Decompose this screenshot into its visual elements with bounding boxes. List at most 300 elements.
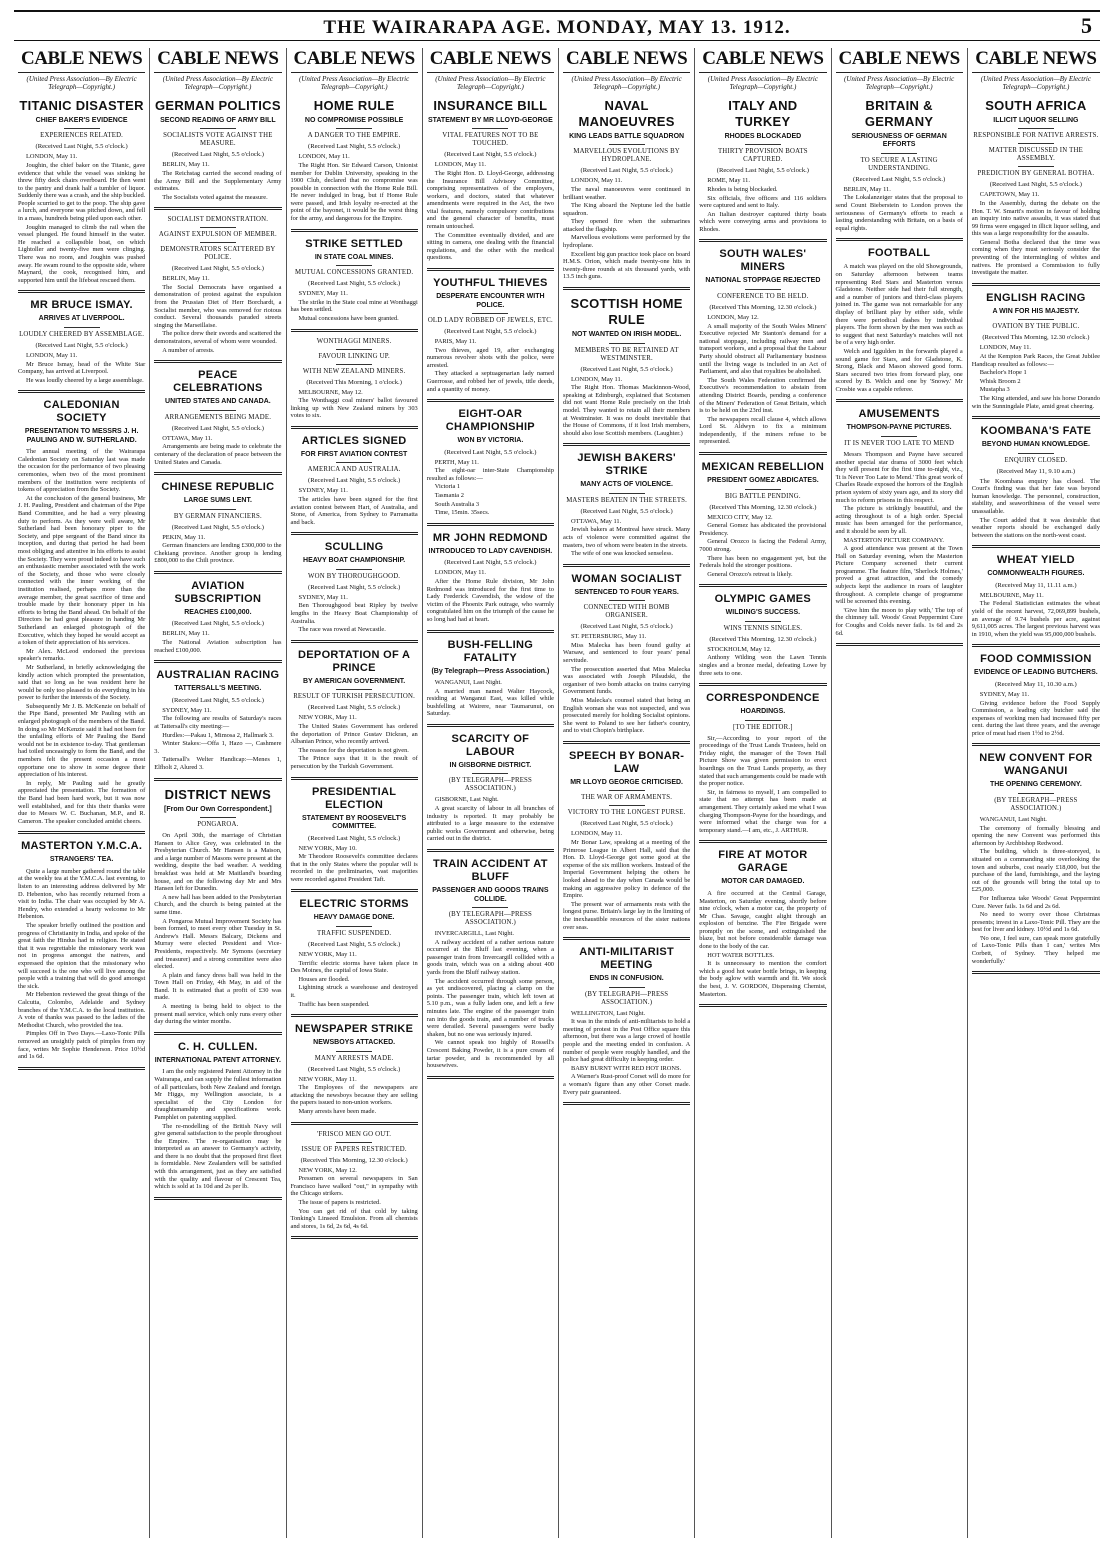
article-body <box>291 153 418 222</box>
article-body <box>836 186 963 233</box>
received-line: (Received Last Night, 5.5 o'clock.) <box>308 143 401 151</box>
article-headline: FIRE AT MOTOR GARAGE <box>718 849 808 875</box>
article-body <box>699 735 826 835</box>
article-headline: HOME RULE <box>313 97 395 113</box>
article <box>427 858 554 1070</box>
article-end-rule <box>972 644 1100 647</box>
article-headline: ARTICLES SIGNED <box>301 434 407 447</box>
subhead-divider <box>200 509 236 510</box>
article-subhead: PRESENTATION TO MESSRS J. H. PAULING AND W. SUTHERLAND. <box>24 428 139 444</box>
article-body <box>427 930 554 1070</box>
article-subhead: BY GERMAN FINANCIERS. <box>173 512 262 520</box>
article-body <box>836 451 963 637</box>
paragraph: Rhodes is being blockaded. <box>707 185 778 193</box>
article <box>154 481 281 565</box>
article-headline: MEXICAN REBELLION <box>701 461 825 474</box>
article-subhead: IT IS NEVER TOO LATE TO MEND <box>844 439 955 447</box>
received-line: (Received Last Night, 5.5 o'clock.) <box>580 507 673 515</box>
article-body <box>427 161 554 262</box>
paragraph: German financiers are lending £300,000 to the Chekiang province. Another group is lending £800,000 to the Chili province. <box>154 542 282 565</box>
article-end-rule <box>154 778 281 781</box>
article <box>154 787 281 1026</box>
article <box>291 435 418 526</box>
article-body <box>972 691 1100 738</box>
article-end-rule <box>154 1032 281 1035</box>
article <box>154 216 281 354</box>
article-body <box>291 714 418 770</box>
subhead-divider <box>64 327 100 328</box>
paragraph: Joughin, the chief baker on the Titanic, gave evidence that while the vessel was sinking he threw fifty deck chairs overboard. He then went to the pantry and drank half a tumbler of liquor. Suddenly there was a crash, and the ship buckled. People scurried to get to the poop. The ship gave a lurch, and everyone was pitched down, and fell in a mass, hundreds being piled upon each other. <box>18 161 146 223</box>
paragraph: South Australia 3 <box>434 500 480 508</box>
article-subhead: VITAL FEATURES NOT TO BE TOUCHED. <box>442 132 539 148</box>
dateline: LONDON, May 11. <box>571 830 623 838</box>
article-end-rule <box>836 643 963 646</box>
subhead-divider <box>336 1051 372 1052</box>
paragraph: He was loudly cheered by a large assemblage. <box>26 376 144 384</box>
press-credit: (United Press Association—By Electric Telegraph—Copyright.) <box>26 75 137 92</box>
paragraph: Mustapha 3 <box>979 386 1010 394</box>
newspaper-columns <box>14 48 1104 1538</box>
article <box>154 669 281 771</box>
press-credit: (United Press Association—By Electric Telegraph—Copyright.) <box>571 75 682 92</box>
article-headline: FOOD COMMISSION <box>980 653 1092 666</box>
paragraph: The newspapers recall clause 4, which allows Lord St. Aldwyn to fix a minimum independently, if the miners refuse to be represented. <box>699 415 827 446</box>
article-headline: SPEECH BY BONAR-LAW <box>569 749 685 775</box>
article-body <box>836 263 963 393</box>
article-subhead: WON BY VICTORIA. <box>457 437 524 445</box>
paragraph: General Orozco's retreat is likely. <box>707 570 793 578</box>
subhead-divider <box>200 128 236 129</box>
article-end-rule <box>563 443 690 446</box>
subhead-divider <box>745 289 781 290</box>
article <box>291 238 418 323</box>
subhead-divider <box>745 621 781 622</box>
dateline: BERLIN, May 11. <box>162 161 210 169</box>
paragraph: The picture is strikingly beautiful, and the acting throughout is of a high order. Special music has been arranged for the performance, and it should be seen by all. <box>835 505 963 535</box>
press-credit: (United Press Association—By Electric Telegraph—Copyright.) <box>707 75 818 92</box>
article-subhead: VICTORY TO THE LONGEST PURSE. <box>567 809 686 817</box>
article <box>563 946 690 1096</box>
article-subhead: (BY TELEGRAPH—PRESS ASSOCIATION.) <box>448 911 533 927</box>
paragraph: MASTERTON PICTURE COMPANY. <box>843 536 945 544</box>
article-end-rule <box>972 971 1100 974</box>
subhead-divider <box>881 153 917 154</box>
article-subhead: WONTHAGGI MINERS. <box>316 337 392 345</box>
paragraph: Sir,—According to your report of the proceedings of the Trust Lands Trustees, held on Friday night, the manager of the Town Hall Picture Show was given permission to erect hoardings on the Trust Lands property, as they stated that such arrangements could be made with the proper notice. <box>699 734 827 788</box>
paragraph: 'No one, I feel sure, can speak more gratefully of Laxo-Tonic Pills than I can,' writes Mrs Corbett, of Sydney. 'They helped me wonderfully.' <box>971 934 1100 965</box>
article-end-rule <box>972 545 1100 548</box>
paragraph: A small majority of the South Wales Miners' Executive rejected Mr Stanton's demand for a national stoppage, including railway men and transport workers, and a proposal that the Labour Party should obstruct all Parliamentary business until the living wage is included in an Act of Parliament, and also that royalties be abolished. <box>699 322 827 376</box>
article-body <box>563 177 690 281</box>
paragraph: Whisk Broom 2 <box>979 377 1021 385</box>
paragraph: The Lokalanzeiger states that the proposal to send Count Bieberstein to London proves the seriousness of Germany's efforts to reach a lasting understanding with Britain, on a basis of equal rights. <box>835 194 963 232</box>
paragraph: Quite a large number gathered round the table at the weekly tea at the Y.M.C.A. last evening, to listen to an interesting address delivered by Mr D. Hebenton, who has recently returned from a visit to India. The chair was occupied by Mr A. Hendry, who extended a hearty welcome to Mr Hebenton. <box>18 867 146 921</box>
subhead-divider <box>336 128 372 129</box>
article <box>972 554 1100 638</box>
paragraph: The naval manoeuvres were continued in brilliant weather. <box>563 185 691 201</box>
received-line: (Received Last Night, 5.5 o'clock.) <box>580 365 673 373</box>
article-body <box>427 679 554 718</box>
subhead-divider <box>200 817 236 818</box>
article-subhead: COMMONWEALTH FIGURES. <box>987 570 1085 578</box>
dateline: LONDON, May 11. <box>571 375 623 383</box>
article-end-rule <box>836 238 963 241</box>
article-headline: INSURANCE BILL <box>433 97 548 113</box>
article-subhead: INTERNATIONAL PATENT ATTORNEY. <box>154 1056 281 1064</box>
article-headline: MR JOHN REDMOND <box>432 531 548 544</box>
received-line: (Received Last Night, 5.5 o'clock.) <box>35 143 128 151</box>
article-subhead: SECOND READING OF ARMY BILL <box>160 116 276 124</box>
received-line: (Received This Morning, 12.30 o'clock.) <box>709 503 817 511</box>
article-headline: SCARCITY OF LABOUR <box>451 732 530 758</box>
article-end-rule <box>291 777 418 780</box>
received-line: (Received Last Night, 5.5 o'clock.) <box>308 704 401 712</box>
dateline: SYDNEY, May 11. <box>298 487 348 495</box>
article <box>836 247 963 393</box>
paragraph: The Reichstag carried the second reading of the Army Bill and the Supplementary Army estimates. <box>154 169 282 193</box>
column <box>832 48 968 1538</box>
paragraph: No need to worry over those Christmas presents; invest in a Laxo-Tonic Pill. They are the best for liver and kidney. 10½d and 1s 6d. <box>971 911 1100 934</box>
column <box>968 48 1104 1538</box>
paragraph: They opened fire when the submarines attacked the flagship. <box>563 218 691 233</box>
article-subhead: NATIONAL STOPPAGE REJECTED <box>705 277 821 285</box>
newspaper-title: THE WAIRARAPA AGE. MONDAY, MAY 13. 1912. <box>323 17 791 38</box>
received-line: (Received Last Night, 5.5 o'clock.) <box>308 477 401 485</box>
article <box>972 752 1100 965</box>
subhead-divider <box>64 128 100 129</box>
article-body <box>291 389 418 420</box>
dateline: NEW YORK, May 12. <box>298 1166 357 1174</box>
article-subhead: BIG BATTLE PENDING. <box>725 492 801 500</box>
article <box>18 98 145 285</box>
subhead-divider <box>609 600 645 601</box>
article-end-rule <box>427 523 554 526</box>
paragraph: It was in the minds of anti-militarists to hold a meeting of protest in the Post Office square this afternoon, but there was a large crowd of hostile people and the meeting ended in confusion. A number of people were roughly handled, and the police had great difficulty in keeping order. <box>563 1018 691 1064</box>
article-subhead: HEAVY DAMAGE DONE. <box>313 914 395 922</box>
article <box>427 408 554 517</box>
paragraph: Bachelor's Hope 1 <box>979 369 1027 377</box>
paragraph: Joughin managed to climb the rail when the vessel plunged. He found himself in the water. He reached a collapsible boat, on which Lightoller and twenty-five men were clinging. There was no room, and Joughin was pushed away. He swam round to the opposite side, where Maynard, the cook, recognised him, and supported him until the lifeboat rescued them. <box>18 223 146 284</box>
paragraph: The race was rowed at Newcastle. <box>298 626 386 634</box>
paragraph: Sir, in fairness to myself, I am compelled to state that no attempt has been made at arrangement. They certainly asked me what I was charging Thompson-Payne for the hoardings, and were informed what the charge was for a temporary stand.—I am, etc., J. ARTHUR. <box>699 788 827 834</box>
article-subhead: MARVELLOUS EVOLUTIONS BY HYDROPLANE. <box>573 148 680 164</box>
article <box>699 849 826 998</box>
article-subhead: BEYOND HUMAN KNOWLEDGE. <box>981 441 1090 449</box>
article-body <box>699 177 826 233</box>
paragraph: A match was played on the old Showgrounds, on Saturday afternoon between teams representing Red Stars and Masterton versus Gladstone. Neither side had their full strength, and a number of juniors and third-class players joined in. The game was not remarkable for any display of brilliant play by either side, while there were periodical dashes by individual players. The form shown by the men was such as to suggest that next Saturday's matches will not be of a very high order. <box>835 263 963 347</box>
article-body <box>972 816 1100 965</box>
article <box>18 299 145 384</box>
paragraph: The Committee eventually divided, and are sitting in camera, one dealing with the financial regulations, and the other with the medical questions. <box>426 231 554 262</box>
article-end-rule <box>291 1236 418 1239</box>
article-headline: SCOTTISH HOME RULE <box>570 296 683 328</box>
article-headline: WOMAN SOCIALIST <box>571 572 682 585</box>
received-line: (Received Last Night, 5.5 o'clock.) <box>308 940 401 948</box>
article-subhead: STATEMENT BY ROOSEVELT'S COMMITTEE. <box>302 814 407 830</box>
article-body <box>563 376 690 438</box>
article-subhead: PONGAROA. <box>197 821 239 828</box>
dateline: NEW YORK, May 11. <box>298 950 357 958</box>
article-headline: PEACE CELEBRATIONS <box>173 369 263 395</box>
dateline: PEKIN, May 11. <box>162 533 206 541</box>
article-subhead: TO SECURE A LASTING UNDERSTANDING. <box>860 156 938 172</box>
article <box>291 98 418 223</box>
paragraph: The Right Hon. Sir Edward Carson, Unionist member for Dublin University, speaking in the 1900 Club, declared that no compromise was possible in connection with the Home Rule Bill. He never indulged in brag, but if Home Rule were passed, and Irish loyalty re-erected at the point of the bayonet, it would be the worst thing for the army, and dangerous for the Empire. <box>290 161 418 223</box>
paragraph: The King attended, and saw his horse Dorando win the Sunningdale Plate, amid great cheering. <box>971 394 1100 410</box>
paragraph: The South Wales Federation confirmed the Executive's recommendation to abstain from attending District Boards, pending a conference of the Miners' Federation of Great Britain, which is to be held on the 23rd inst. <box>699 376 827 415</box>
paragraph: For Influenza take Woods' Great Peppermint Cure. Never fails. 1s 6d and 2s 6d. <box>971 894 1100 910</box>
dateline: MEXICO CITY, May 12. <box>707 513 773 521</box>
received-line: (Received This Morning, 12.30 o'clock.) <box>982 334 1090 342</box>
article-headline: STRIKE SETTLED <box>305 237 403 250</box>
dateline: SYDNEY, May 11. <box>979 690 1030 698</box>
paragraph: The Federal Statistician estimates the wheat yield of the recent harvest, 72,069,899 bushels, an average of 9.74 bushels per acre, against 9,611,005 acres. The largest previous harvest was in 1910, when the yield was 95,000,000 bushels. <box>971 600 1100 638</box>
article-end-rule <box>972 743 1100 746</box>
article-subhead: MATTER DISCUSSED IN THE ASSEMBLY. <box>988 147 1083 163</box>
dateline: WANGANUI, Last Night. <box>979 815 1047 823</box>
article-subhead: PREDICTION BY GENERAL BOTHA. <box>977 170 1095 178</box>
paragraph: The Social Democrats have organised a demonstration of protest against the expulsion from the Prussian Diet of Herr Borchardt, a Socialist member, who was removed for riotous conduct. Several thousands paraded streets singing the Marseillaise. <box>154 283 282 329</box>
article-subhead: CONFERENCE TO BE HELD. <box>717 292 809 300</box>
paragraph: The Right Hon. Thomas Mackinnon-Wood, speaking at Edinburgh, explained that Scotsmen did not want Home Rule precisely on the Irish model. They wanted to retain all their members at Westminster. It was no doubt inevitable that the House of Commons, if it lost Irish members, should also lose Scottish members. (Laughter.) <box>563 384 691 437</box>
article-subhead: (BY TELEGRAPH—PRESS ASSOCIATION.) <box>448 777 533 793</box>
column-head: CABLE NEWS <box>18 48 145 73</box>
subhead-divider <box>336 689 372 690</box>
article-subhead: OLD LADY ROBBED OF JEWELS, ETC. <box>427 317 553 325</box>
article <box>18 840 145 1060</box>
article-end-rule <box>18 290 145 293</box>
subhead-divider <box>336 349 372 350</box>
article-end-rule <box>18 831 145 834</box>
article-subhead: UNITED STATES AND CANADA. <box>165 398 271 406</box>
received-line: (Received Last Night, 5.5 o'clock.) <box>853 175 946 183</box>
article-subhead: MANY ARRESTS MADE. <box>314 1054 394 1062</box>
article-headline: YOUTHFUL THIEVES <box>433 277 548 290</box>
subhead-divider <box>609 805 645 806</box>
article-subhead: STATEMENT BY MR LLOYD-GEORGE <box>427 116 553 124</box>
received-line: (Received This Morning, 12.30 o'clock.) <box>709 303 817 311</box>
article <box>699 98 826 234</box>
article-subhead: [From Our Own Correspondent.] <box>164 805 272 813</box>
article-subhead: RESPONSIBLE FOR NATIVE ARRESTS. <box>973 132 1099 140</box>
page-number: 5 <box>1081 13 1092 38</box>
paragraph: Mr Alex. McLeod endorsed the previous speaker's remarks. <box>18 647 146 663</box>
article-end-rule <box>699 452 826 455</box>
paragraph: Marvellous evolutions were performed by the hydroplane. <box>563 234 691 250</box>
article-subhead: THOMPSON-PAYNE PICTURES. <box>846 424 952 432</box>
article-headline: NEWSPAPER STRIKE <box>294 1023 414 1036</box>
press-credit: (United Press Association—By Electric Telegraph—Copyright.) <box>299 75 410 92</box>
article-end-rule <box>972 283 1100 286</box>
received-line: (Received Last Night, 5.5 o'clock.) <box>580 820 673 828</box>
paragraph: On April 30th, the marriage of Christian Hansen to Alice Grey, was celebrated in the Presbyterian Church. Mr Hansen is a Maison, and a large number of Masons were present at the wedding, despite the bad weather. A wedding breakfast was held at Mr Maitland's boarding house, and on the following day Mr and Mrs Hansen left for Dunedin. <box>154 832 282 893</box>
article-end-rule <box>427 1076 554 1079</box>
article-body <box>154 1068 281 1191</box>
article-end-rule <box>291 640 418 643</box>
article-end-rule <box>699 584 826 587</box>
article <box>972 425 1100 539</box>
subhead-divider <box>1018 166 1054 167</box>
paragraph: Mr Hebenton reviewed the great things of the Calcutta, Colombo, Adelaide and Sydney branches of the Y.M.C.A. to the local institution. A vote of thanks was passed to the ladies of the Methodist Church, who provided the tea. <box>18 991 146 1029</box>
dateline: LONDON, May 11. <box>434 161 486 169</box>
article <box>154 580 281 654</box>
paragraph: Hurdles:—Pakau 1, Mimosa 2, Hallmark 3. <box>162 731 274 739</box>
dateline: PERTH, May 11. <box>434 458 479 466</box>
article-body <box>291 290 418 322</box>
subhead-divider <box>336 569 372 570</box>
dateline: LONDON, May 11. <box>571 177 623 185</box>
dateline: BERLIN, May 11. <box>843 185 891 193</box>
subhead-divider <box>472 907 508 908</box>
article-headline: TRAIN ACCIDENT AT BLUFF <box>433 858 548 884</box>
article-headline: NEW CONVENT FOR WANGANUI <box>979 752 1093 778</box>
article-subhead: ENDS IN CONFUSION. <box>589 975 664 983</box>
article-headline: EIGHT-OAR CHAMPIONSHIP <box>445 408 535 434</box>
paragraph: The ceremony of formally blessing and opening the new Convent was performed this afternoon by Archbishop Redwood. <box>971 824 1100 847</box>
paragraph: In reply, Mr Pauling said he greatly appreciated the presentation. The formation of the Band had been hard work, but it was now well established, and for this their thanks were due to Messrs W. C. Buchanan, M.P., and R. Cameron. The speaker concluded amidst cheers. <box>18 779 146 825</box>
article-end-rule <box>291 329 418 332</box>
paragraph: Mr Bruce Ismay, head of the White Star Company, has arrived at Liverpool. <box>18 360 146 376</box>
article <box>291 649 418 771</box>
paragraph: Tattersall's Welter Handicap:—Menes 1, Elfholt 2, Alured 3. <box>154 756 282 771</box>
article-subhead: IN GISBORNE DISTRICT. <box>449 761 532 769</box>
subhead-divider <box>200 227 236 228</box>
paragraph: Arrangements are being made to celebrate the centenary of the declaration of peace between the United States and Canada. <box>154 443 282 466</box>
column <box>150 48 286 1538</box>
article-headline: DISTRICT NEWS <box>164 786 272 802</box>
article-end-rule <box>563 564 690 567</box>
dateline: LONDON, May 11. <box>434 569 486 577</box>
article-headline: MR BRUCE ISMAY. <box>30 299 133 312</box>
article-end-rule <box>699 840 826 843</box>
paragraph: The United States Government has ordered the deportation of Prince Gustav Dickran, an Albanian Prince, who recently arrived. <box>290 722 418 746</box>
article-headline: KOOMBANA'S FATE <box>980 425 1092 438</box>
article-body <box>291 1076 418 1116</box>
paragraph: They attacked a septuagenarian lady named Guerrosse, and robbed her of jewels, title deeds, and a quantity of money. <box>426 370 554 393</box>
dateline: NEW YORK, May 11. <box>298 714 357 722</box>
article-headline: JEWISH BAKERS' STRIKE <box>577 452 676 478</box>
paragraph: A new hall has been added to the Presbyterian Church, and the church is being painted at the same time. <box>154 893 282 916</box>
received-line: (Received Last Night, 5.5 o'clock.) <box>989 181 1082 189</box>
subhead-divider <box>336 364 372 365</box>
article-body <box>291 951 418 1008</box>
paragraph: Welch and Iggulden in the forwards played a sound game for Stars, and for Gladstone, K. Strong, Black and Mason showed good form. Stars secured two tries from forward play, one scored by B. Welch and one by 'Snowy.' Mr Crosbie was a capable referee. <box>835 347 963 393</box>
masthead <box>0 0 1114 42</box>
subhead-divider <box>200 410 236 411</box>
article <box>427 98 554 262</box>
article-end-rule <box>291 1122 418 1125</box>
article <box>699 461 826 578</box>
dateline: OTTAWA, May 11. <box>162 434 213 442</box>
article-body <box>563 633 690 735</box>
column-head: CABLE NEWS <box>291 48 418 73</box>
article-subhead: RHODES BLOCKADED <box>724 132 802 140</box>
paragraph: Anthony Wilding won the Lawn Tennis singles and a bronze medal, defeating Lowe by three sets to one. <box>699 654 827 677</box>
paragraph: Messrs Thompson and Payne have secured another special star drama of 3000 feet which they will present for the first time to-night, viz., 'It is Never Too Late to Mend.' This great work of Charles Reade exposed the horrors of the English prison system of sixty years ago, and its story did much to reform prisons in this respect. <box>835 450 963 504</box>
article-headline: CHINESE REPUBLIC <box>161 481 275 494</box>
received-line: (Received Last Night, 5.5 o'clock.) <box>35 341 128 349</box>
article-subhead: (By Telegraph—Press Association.) <box>431 667 550 675</box>
paragraph: At the Kempton Park Races, the Great Jubilee Handicap resulted as follows:— <box>971 352 1100 368</box>
paragraph: The wife of one was knocked senseless. <box>571 550 674 558</box>
subhead-divider <box>1018 793 1054 794</box>
dateline: SYDNEY, May 11. <box>298 593 348 601</box>
article-end-rule <box>291 532 418 535</box>
paragraph: Miss Malecka has been found guilty at Warsaw, and sentenced to four years' penal servitude. <box>563 641 691 665</box>
paragraph: Ben Thoroughgood beat Ripley by twelve lengths in the Heavy Boat Championship of Australia. <box>290 602 418 625</box>
article-end-rule <box>427 724 554 727</box>
article-body <box>291 845 418 884</box>
article <box>699 692 826 834</box>
article-body <box>699 314 826 446</box>
article-body <box>18 868 145 1061</box>
article-subhead: 'FRISCO MEN GO OUT. <box>317 1130 392 1138</box>
paragraph: The present war of armaments rests with the longest purse. Britain's large lay in the limiting of the inexhaustible resources of the sister nations over seas. <box>563 900 691 931</box>
paragraph: Excellent big gun practice took place on board H.M.S. Orion, which made twenty-one hits in twenty-three rounds at six thousand yards, with 13.5 inch guns. <box>563 250 691 281</box>
article-end-rule <box>291 426 418 429</box>
article-subhead: DEMONSTRATORS SCATTERED BY POLICE. <box>160 246 276 262</box>
article-end-rule <box>18 390 145 393</box>
received-line: (Received May 11, 10.30 a.m.) <box>994 680 1077 688</box>
dateline: LONDON, May 11. <box>26 153 78 161</box>
article-end-rule <box>427 399 554 402</box>
paragraph: Mutual concessions have been granted. <box>298 314 399 322</box>
column <box>695 48 831 1538</box>
column-head: CABLE NEWS <box>699 48 826 73</box>
article-body <box>972 191 1100 277</box>
article <box>972 653 1100 737</box>
article-end-rule <box>154 660 281 663</box>
paragraph: I am the only registered Patent Attorney in the Wairarapa, and can supply the fullest information of all particulars, both New Zealand and foreign. Mr Higgs, my Wellington associate, is a specialist of the City London for draughtsmanship and specifications work. Pamphlet on patenting supplied. <box>154 1068 282 1121</box>
article-subhead: LARGE SUMS LENT. <box>183 497 252 505</box>
article-end-rule <box>563 937 690 940</box>
article-body <box>154 832 281 1026</box>
article-subhead: NO COMPROMISE POSSIBLE <box>304 116 404 124</box>
paragraph: The Socialists voted against the measure. <box>162 193 268 201</box>
article-body <box>972 478 1100 540</box>
article-end-rule <box>699 1004 826 1007</box>
article-subhead: ILLICIT LIQUOR SELLING <box>993 116 1079 124</box>
article-headline: BRITAIN & GERMANY <box>864 97 934 129</box>
article <box>836 408 963 637</box>
paragraph: The building, which is three-storeyed, is situated on a commanding site overlooking the town and suburbs, cost nearly £18,000, but the purchase of the land, furnishings, and the laying out of the grounds will bring the total up to £25,000. <box>971 848 1100 894</box>
article-body <box>563 830 690 931</box>
article-end-rule <box>427 268 554 271</box>
article-subhead: STRANGERS' TEA. <box>49 856 114 864</box>
received-line: (Received Last Night, 5.5 o'clock.) <box>444 448 537 456</box>
received-line: (Received Last Night, 5.5 o'clock.) <box>444 151 537 159</box>
article-subhead: (BY TELEGRAPH—PRESS ASSOCIATION.) <box>994 796 1078 812</box>
article-headline: DEPORTATION OF A PRINCE <box>298 648 411 674</box>
article-end-rule <box>154 1197 281 1200</box>
article-subhead: DESPERATE ENCOUNTER WITH POLICE. <box>436 293 545 309</box>
article-body <box>563 518 690 558</box>
subhead-divider <box>1018 319 1054 320</box>
subhead-divider <box>609 493 645 494</box>
article <box>291 898 418 1008</box>
received-line: (Received Last Night, 5.5 o'clock.) <box>171 523 264 531</box>
paragraph: In the Assembly, during the debate on the Hon. T. W. Smartt's motion in favour of holding an inquiry into native assaults, it was stated that 99 firms were engaged in illicit liquor selling, and this was a large responsibility for the assaults. <box>971 199 1100 238</box>
paragraph: Two thieves, aged 19, after exchanging numerous revolver shots with the police, were arrested. <box>426 346 554 369</box>
article-end-rule <box>563 1102 690 1105</box>
article-body <box>427 569 554 623</box>
received-line: (Received Last Night, 5.5 o'clock.) <box>171 620 264 628</box>
article <box>699 248 826 446</box>
article-end-rule <box>563 287 690 290</box>
article-subhead: WILDING'S SUCCESS. <box>725 609 801 617</box>
paragraph: Mr Sutherland, in briefly acknowledging the kindly action which prompted the presentation, said that so long as he was resident here he would be only too pleased to do everything in his power to further the interests of the Society. <box>18 663 146 702</box>
article-headline: BUSH-FELLING FATALITY <box>447 638 534 664</box>
